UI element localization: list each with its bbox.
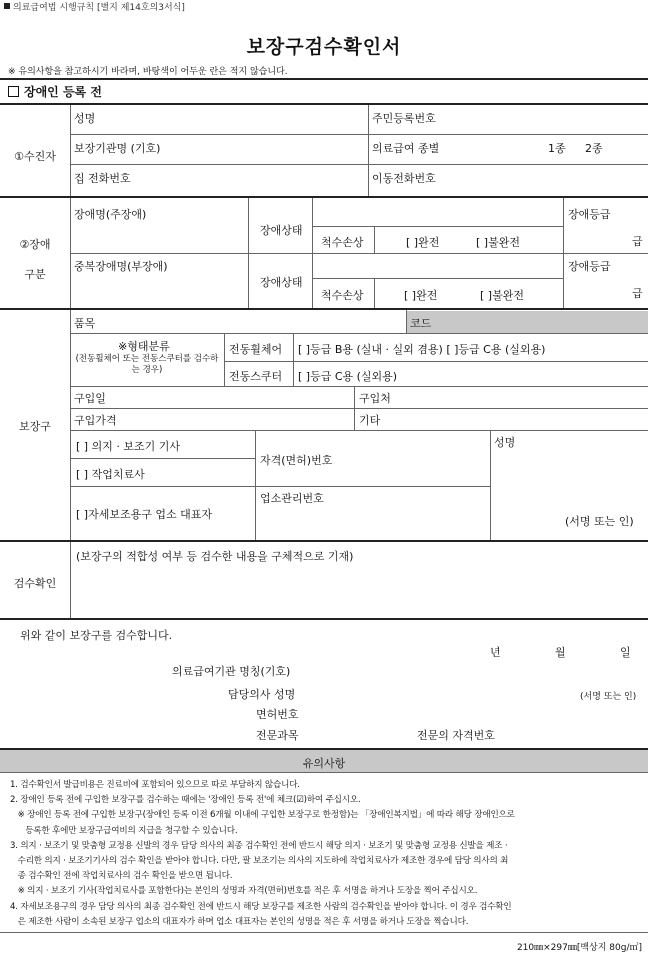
month-label: 월 [555, 646, 566, 659]
other-label: 기타 [359, 414, 381, 427]
license-no-label-2: 면허번호 [256, 708, 299, 721]
license-no-label: 자격(면허)번호 [260, 454, 333, 467]
home-phone-label: 집 전화번호 [74, 172, 131, 185]
scooter-options[interactable]: [ ]등급 C용 (실외용) [298, 370, 398, 383]
mobile-phone-label: 이동전화번호 [372, 172, 436, 185]
note-line: 3. 의지 · 보조기 및 맞춤형 교정용 신발의 경우 담당 의사의 최종 검수확인 전에 반드시 해당 의지 · 보조기 및 맞춤형 교정용 신발을 제조 · [10, 840, 508, 851]
doctor-sign-label: (서명 또는 인) [580, 692, 637, 702]
type1-option[interactable]: 1종 [548, 142, 566, 155]
sub-disability-label: 중복장애명(부장애) [74, 260, 168, 273]
scooter-label: 전동스쿠터 [229, 370, 283, 383]
complete-option-1[interactable]: [ ]완전 [406, 236, 440, 249]
business-no-label: 업소관리번호 [260, 492, 324, 505]
resident-no-label: 주민등록번호 [372, 112, 436, 125]
notes-list [10, 778, 646, 930]
inspection-textarea[interactable] [71, 564, 648, 618]
wheelchair-label: 전동휠체어 [229, 343, 283, 356]
complete-option-2[interactable]: [ ]완전 [404, 289, 438, 302]
note-line: ※ 의지 · 보조기 기사(작업치료사를 포함한다)는 본인의 성명과 자격(면허)번호를 적은 후 서명을 하거나 도장을 찍어 주십시오. [10, 886, 478, 897]
recipient-section-label: ①수진자 [14, 150, 56, 163]
instruction-text: ※ 유의사항을 참고하시기 바라며, 바탕색이 어두운 란은 적지 않습니다. [8, 67, 288, 77]
spinal-label-1: 척수손상 [321, 236, 364, 249]
technician-name-label: 성명 [494, 436, 516, 449]
status-label-2: 장애상태 [260, 276, 303, 289]
device-section-label: 보장구 [19, 420, 51, 433]
note-line: 은 제조한 사람이 소속된 보장구 업소의 대표자가 하며 업소 대표자는 본인의 성명을 적은 후 서명을 하거나 도장을 찍습니다. [10, 916, 469, 927]
note-line: 수리한 의지 · 보조기기사의 검수 확인을 받아야 합니다. 다만, 팔 보조기는 의사의 지도하에 작업치료사가 제조한 경우에 담당 의사의 최 [10, 856, 509, 867]
therapist-option[interactable]: [ ] 작업치료사 [76, 468, 145, 481]
grade-label-1: 장애등급 [568, 208, 611, 221]
regulation-text: 의료급여법 시행규칙 [별지 제14호의3서식] [4, 0, 185, 13]
declaration-statement: 위와 같이 보장구를 검수합니다. [20, 629, 173, 642]
recipient-name-label: 성명 [74, 112, 96, 125]
doctor-name-label: 담당의사 성명 [228, 688, 296, 701]
pre-registration-label: 장애인 등록 전 [24, 85, 102, 99]
specialist-no-label: 전문의 자격번호 [417, 729, 495, 742]
page-title: 보장구검수확인서 [246, 36, 402, 58]
day-label: 일 [620, 646, 631, 659]
note-line: 종 검수확인 전에 작업치료사의 검수 확인을 받으면 됩니다. [10, 871, 233, 882]
main-disability-label: 장애명(주장애) [74, 208, 147, 221]
disability-section-label-2: 구분 [24, 268, 46, 281]
wheelchair-options[interactable]: [ ]등급 B용 (실내 · 실외 겸용) [ ]등급 C용 (실외용) [298, 343, 546, 356]
spinal-label-2: 척수손상 [321, 289, 364, 302]
technician-sign-label: (서명 또는 인) [565, 515, 634, 528]
incomplete-option-2[interactable]: [ ]불완전 [480, 289, 524, 302]
note-line: 1. 검수확인서 발급비용은 진료비에 포함되어 있으므로 따로 부담하지 않습니다. [10, 780, 300, 790]
code-field [406, 311, 648, 333]
benefit-type-label: 의료급여 종별 [372, 142, 440, 155]
form-class-note: (전동휠체어 또는 전동스쿠터를 검수하는 경우) [75, 354, 219, 375]
inspection-hint: (보장구의 적합성 여부 등 검수한 내용을 구체적으로 기재) [76, 550, 354, 563]
specialty-label: 전문과목 [256, 729, 299, 742]
purchase-date-label: 구입일 [74, 392, 106, 405]
note-line: 4. 자세보조용구의 경우 담당 의사의 최종 검수확인 전에 반드시 해당 보장구를 제조한 사람의 검수확인을 받아야 합니다. 이 경우 검수확인 [10, 901, 512, 912]
note-line: 등록한 후에만 보장구급여비의 지급을 청구할 수 있습니다. [10, 825, 238, 836]
note-line: 2. 장애인 등록 전에 구입한 보장구를 검수하는 때에는 '장애인 등록 전'에 체크(☑)하여 주십시오. [10, 795, 361, 806]
note-line: ※ 장애인 등록 전에 구입한 보장구(장애인 등록 이전 6개월 이내에 구입한 보장구로 한정함)는 「장애인복지법」에 따라 해당 장애인으로 [10, 810, 515, 821]
disability-section-label-1: ②장애 [19, 238, 51, 251]
grade-label-2: 장애등급 [568, 260, 611, 273]
type2-option[interactable]: 2종 [585, 142, 603, 155]
notes-title: 유의사항 [302, 757, 346, 770]
grade-unit-1: 급 [632, 235, 643, 248]
year-label: 년 [490, 646, 501, 659]
inspection-section-label: 검수확인 [13, 577, 57, 590]
purchase-place-label: 구입처 [359, 392, 391, 405]
square-icon [4, 3, 10, 9]
status-label-1: 장애상태 [260, 224, 303, 237]
form-class-label: ※형태분류 [118, 340, 170, 353]
checkbox-icon[interactable] [8, 86, 19, 97]
pre-registration-checkbox-row[interactable] [8, 83, 102, 100]
incomplete-option-1[interactable]: [ ]불완전 [476, 236, 520, 249]
paper-spec: 210㎜×297㎜[백상지 80g/㎡] [516, 943, 642, 953]
code-label: 코드 [410, 317, 432, 330]
prosthetist-option[interactable]: [ ] 의지 · 보조기 기사 [76, 440, 180, 453]
grade-unit-2: 급 [632, 287, 643, 300]
vendor-option[interactable]: [ ]자세보조용구 업소 대표자 [76, 508, 212, 521]
institution-label: 보장기관명 (기호) [74, 142, 161, 155]
item-label: 품목 [74, 317, 96, 330]
purchase-price-label: 구입가격 [74, 414, 117, 427]
institution-name-label: 의료급여기관 명칭(기호) [172, 665, 291, 678]
